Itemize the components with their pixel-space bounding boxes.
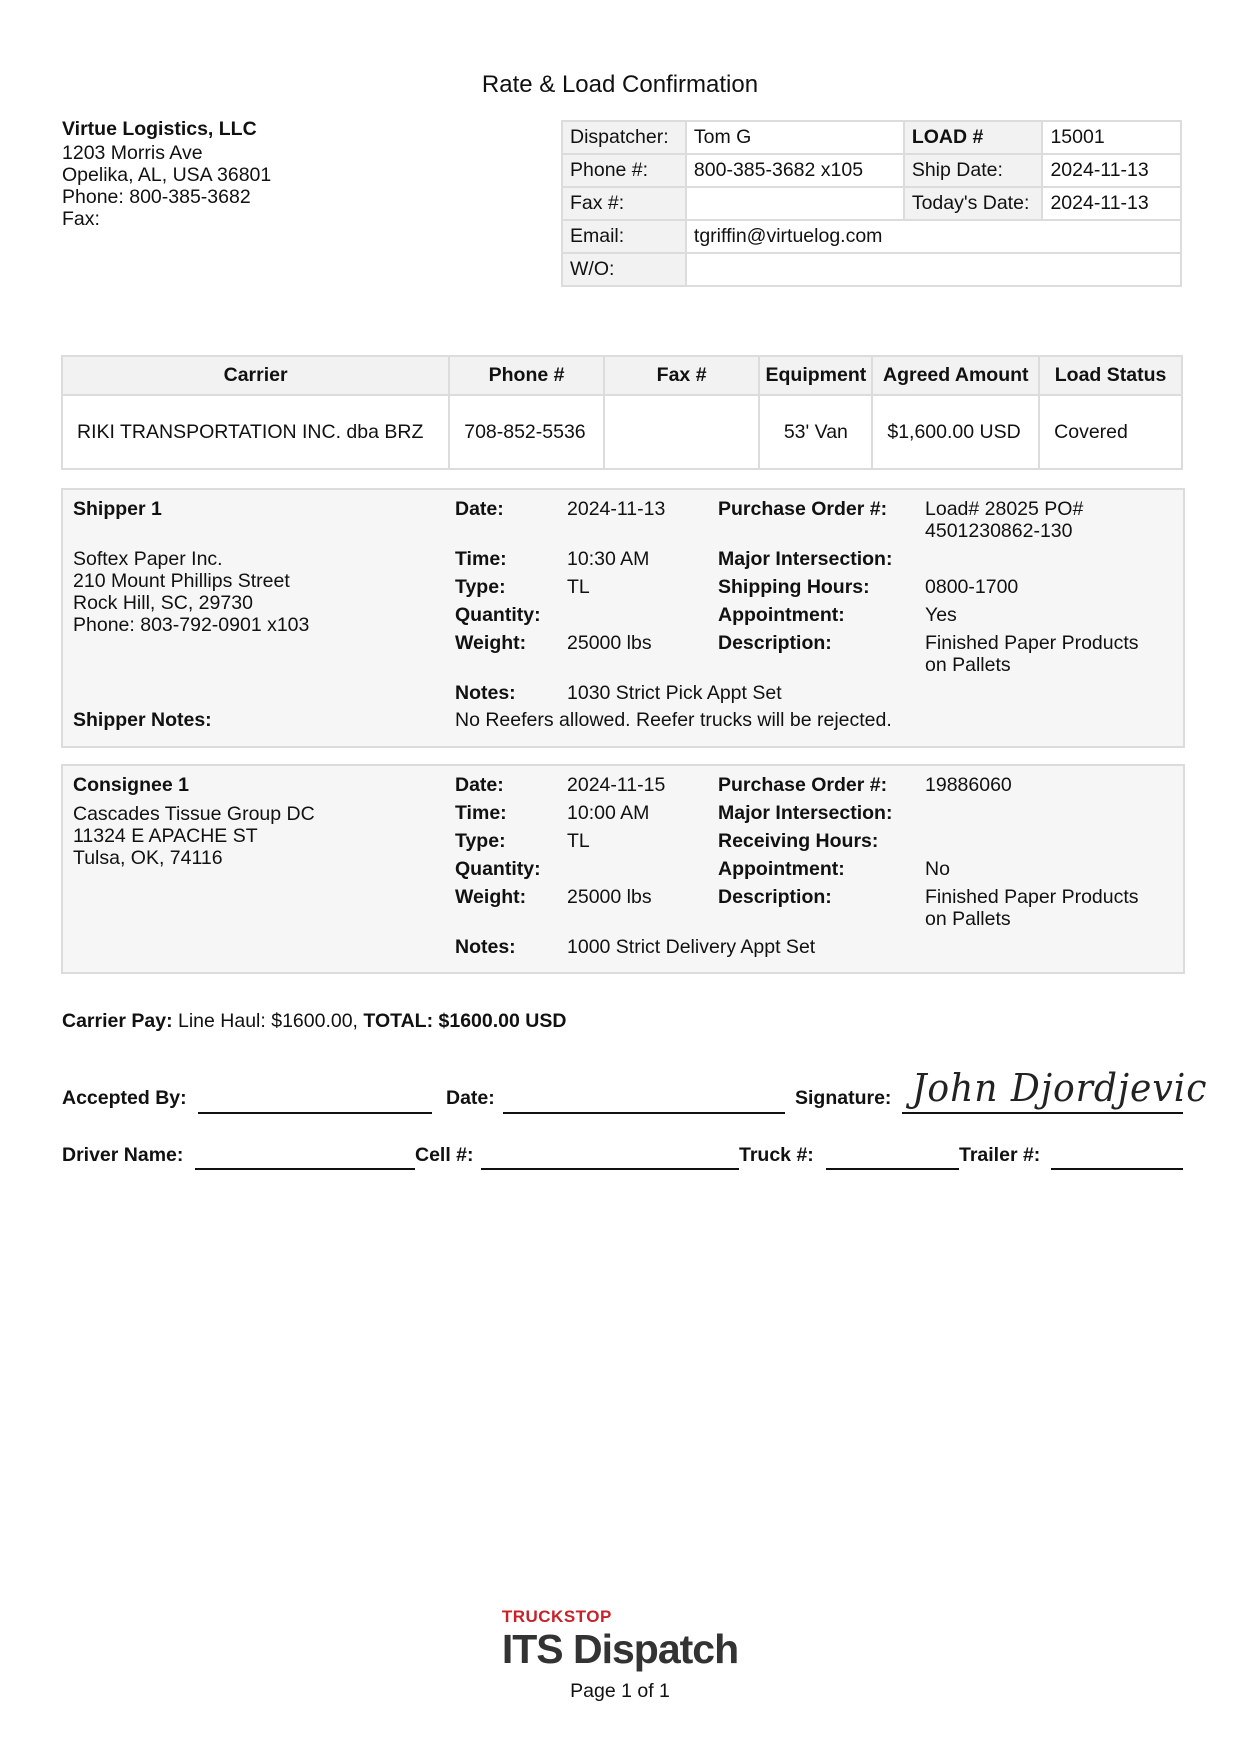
page-title: Rate & Load Confirmation xyxy=(481,71,759,98)
consignee-appointment: No xyxy=(925,858,950,880)
carrier-phone: 708-852-5536 xyxy=(449,395,604,469)
consignee-time: 10:00 AM xyxy=(567,802,650,824)
ship-date-value: 2024-11-13 xyxy=(1042,154,1181,187)
carrier-pay xyxy=(62,1010,566,1033)
todays-date-label: Today's Date: xyxy=(904,187,1043,220)
consignee-hours-label: Receiving Hours: xyxy=(718,830,879,852)
truckstop-wordmark: TRUCKSTOP xyxy=(501,1607,612,1626)
company-fax: Fax: xyxy=(62,208,100,230)
cell-field[interactable] xyxy=(481,1168,739,1170)
consignee-weight: 25000 lbs xyxy=(567,886,652,908)
consignee-appointment-label: Appointment: xyxy=(718,858,845,880)
carrier-name: RIKI TRANSPORTATION INC. dba BRZ xyxy=(62,395,449,469)
trailer-field[interactable] xyxy=(1051,1168,1183,1170)
header-load-status: Load Status xyxy=(1039,356,1182,395)
email-value: tgriffin@virtuelog.com xyxy=(686,220,1181,253)
fax-label: Fax #: xyxy=(562,187,686,220)
dispatcher-label: Dispatcher: xyxy=(562,121,686,154)
shipper-street: 210 Mount Phillips Street xyxy=(73,570,290,592)
consignee-notes: 1000 Strict Delivery Appt Set xyxy=(567,936,816,958)
consignee-po-label: Purchase Order #: xyxy=(718,774,888,796)
shipper-notes-label: Notes: xyxy=(455,682,516,704)
dispatcher-value: Tom G xyxy=(686,121,904,154)
phone-value: 800-385-3682 x105 xyxy=(686,154,904,187)
handwritten-signature: John Djordjevic xyxy=(912,1066,1208,1110)
shipper-weight-label: Weight: xyxy=(455,632,527,654)
shipper-notes-text: No Reefers allowed. Reefer trucks will be rejected. xyxy=(455,709,892,731)
header-carrier: Carrier xyxy=(62,356,449,395)
shipper-intersection-label: Major Intersection: xyxy=(718,548,893,570)
email-label: Email: xyxy=(562,220,686,253)
todays-date-value: 2024-11-13 xyxy=(1042,187,1181,220)
consignee-date: 2024-11-15 xyxy=(567,774,666,796)
cell-label: Cell #: xyxy=(415,1144,474,1166)
shipper-time-label: Time: xyxy=(455,548,507,570)
company-name: Virtue Logistics, LLC xyxy=(62,118,257,140)
consignee-time-label: Time: xyxy=(455,802,507,824)
shipper-notes: 1030 Strict Pick Appt Set xyxy=(567,682,782,704)
shipper-type-label: Type: xyxy=(455,576,506,598)
shipper-appointment: Yes xyxy=(925,604,957,626)
phone-label: Phone #: xyxy=(562,154,686,187)
carrier-equipment: 53' Van xyxy=(759,395,872,469)
ship-date-label: Ship Date: xyxy=(904,154,1043,187)
shipper-section xyxy=(61,488,1185,748)
consignee-name: Cascades Tissue Group DC xyxy=(73,803,315,825)
consignee-heading: Consignee 1 xyxy=(73,774,189,796)
accept-date-field[interactable] xyxy=(503,1112,785,1114)
shipper-appointment-label: Appointment: xyxy=(718,604,845,626)
shipper-phone: Phone: 803-792-0901 x103 xyxy=(73,614,310,636)
company-address-line1: 1203 Morris Ave xyxy=(62,142,203,164)
header-equipment: Equipment xyxy=(759,356,872,395)
consignee-notes-label: Notes: xyxy=(455,936,516,958)
driver-name-field[interactable] xyxy=(195,1168,415,1170)
truck-field[interactable] xyxy=(826,1168,959,1170)
consignee-type-label: Type: xyxy=(455,830,506,852)
wo-value xyxy=(686,253,1181,286)
consignee-po: 19886060 xyxy=(925,774,1012,796)
page-number: Page 1 of 1 xyxy=(570,1680,670,1702)
shipper-time: 10:30 AM xyxy=(567,548,650,570)
accepted-by-label: Accepted By: xyxy=(62,1087,187,1109)
consignee-intersection-label: Major Intersection: xyxy=(718,802,893,824)
consignee-description-label: Description: xyxy=(718,886,832,908)
shipper-po-label: Purchase Order #: xyxy=(718,498,888,520)
consignee-weight-label: Weight: xyxy=(455,886,527,908)
consignee-street: 11324 E APACHE ST xyxy=(73,825,258,847)
shipper-type: TL xyxy=(567,576,590,598)
its-dispatch-logo xyxy=(0,1607,1240,1671)
driver-name-label: Driver Name: xyxy=(62,1144,184,1166)
table-row xyxy=(62,395,1182,469)
company-address-line2: Opelika, AL, USA 36801 xyxy=(62,164,272,186)
carrier-fax xyxy=(604,395,760,469)
line-haul: Line Haul: $1600.00, xyxy=(178,1010,358,1032)
accepted-by-field[interactable] xyxy=(198,1112,432,1114)
shipper-quantity-label: Quantity: xyxy=(455,604,541,626)
shipper-po: Load# 28025 PO# 4501230862-130 xyxy=(925,498,1084,542)
load-number-label: LOAD # xyxy=(904,121,1043,154)
consignee-date-label: Date: xyxy=(455,774,504,796)
consignee-section xyxy=(61,764,1185,974)
signature-field[interactable] xyxy=(902,1112,1183,1114)
consignee-type: TL xyxy=(567,830,590,852)
company-phone: Phone: 800-385-3682 xyxy=(62,186,251,208)
pay-total: TOTAL: $1600.00 USD xyxy=(363,1010,567,1032)
shipper-city: Rock Hill, SC, 29730 xyxy=(73,592,253,614)
header-phone: Phone # xyxy=(449,356,604,395)
header-agreed-amount: Agreed Amount xyxy=(872,356,1039,395)
consignee-quantity-label: Quantity: xyxy=(455,858,541,880)
shipper-name: Softex Paper Inc. xyxy=(73,548,223,570)
consignee-city: Tulsa, OK, 74116 xyxy=(73,847,223,869)
carrier-amount: $1,600.00 USD xyxy=(872,395,1039,469)
company-block xyxy=(62,118,271,230)
load-info-table xyxy=(561,120,1182,287)
shipper-date-label: Date: xyxy=(455,498,504,520)
fax-value xyxy=(686,187,904,220)
shipper-description: Finished Paper Products on Pallets xyxy=(925,632,1139,676)
shipper-weight: 25000 lbs xyxy=(567,632,652,654)
shipper-date: 2024-11-13 xyxy=(567,498,666,520)
carrier-pay-label: Carrier Pay: xyxy=(62,1010,173,1032)
shipper-heading: Shipper 1 xyxy=(73,498,162,520)
shipper-hours-label: Shipping Hours: xyxy=(718,576,870,598)
shipper-description-label: Description: xyxy=(718,632,832,654)
signature-label: Signature: xyxy=(795,1087,892,1109)
its-dispatch-wordmark: ITS Dispatch xyxy=(501,1626,739,1672)
wo-label: W/O: xyxy=(562,253,686,286)
trailer-label: Trailer #: xyxy=(959,1144,1041,1166)
truck-label: Truck #: xyxy=(739,1144,814,1166)
consignee-description: Finished Paper Products on Pallets xyxy=(925,886,1139,930)
shipper-notes-heading: Shipper Notes: xyxy=(73,709,212,731)
carrier-table xyxy=(61,355,1183,470)
accept-date-label: Date: xyxy=(446,1087,495,1109)
header-fax: Fax # xyxy=(604,356,760,395)
carrier-load-status: Covered xyxy=(1039,395,1182,469)
load-number-value: 15001 xyxy=(1042,121,1181,154)
shipper-hours: 0800-1700 xyxy=(925,576,1019,598)
